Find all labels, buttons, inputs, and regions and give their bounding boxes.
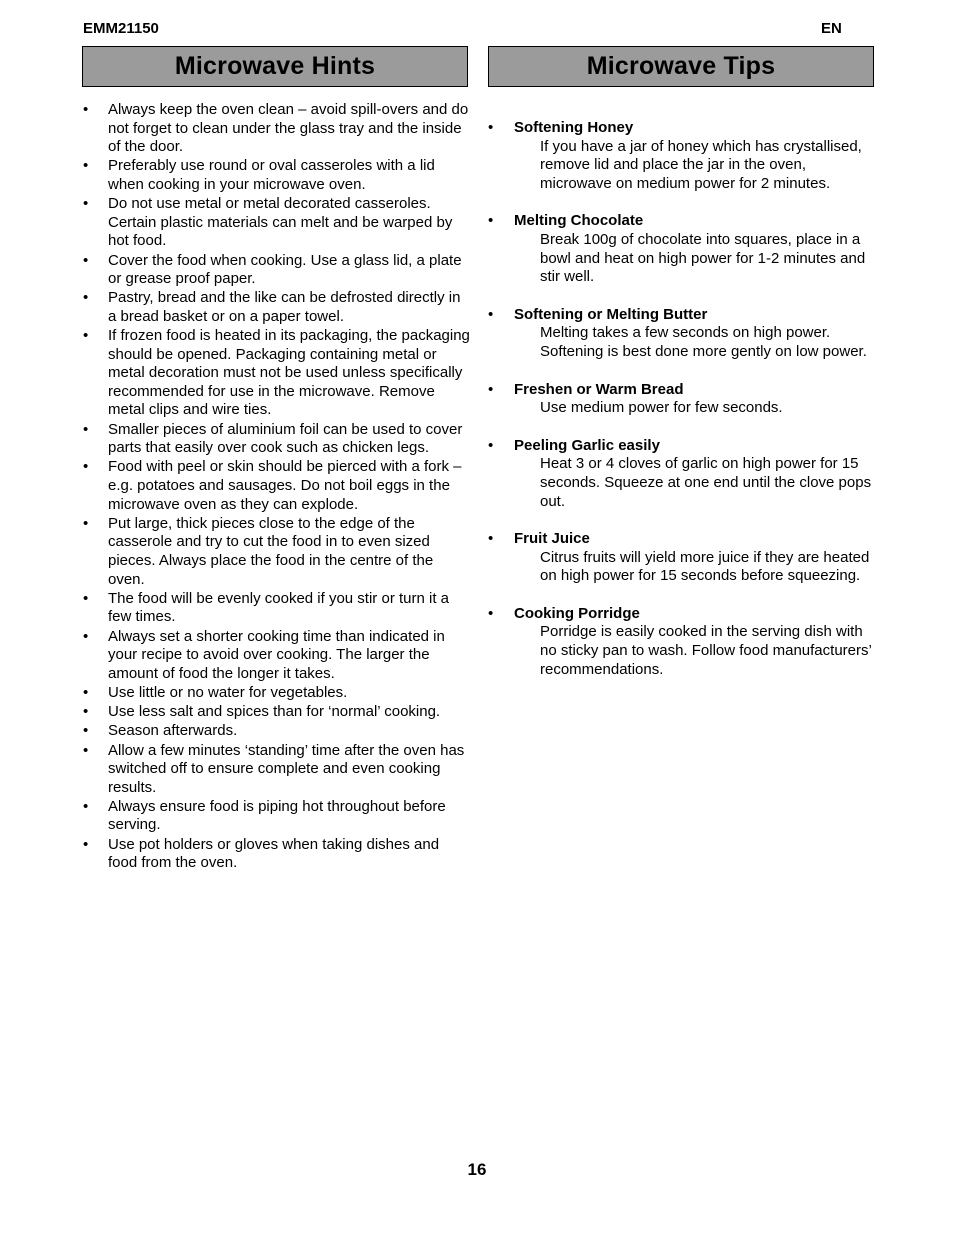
hint-item xyxy=(83,195,471,251)
tip-body: Citrus fruits will yield more juice if they are heated on high power for 15 seconds before squeezing. xyxy=(540,548,870,585)
tip-body: Use medium power for few seconds. xyxy=(540,399,783,417)
hint-text: Cover the food when cooking. Use a glass lid, a plate or grease proof paper. xyxy=(108,251,462,288)
tip-body: Melting takes a few seconds on high power. Softening is best done more gently on low power. xyxy=(540,324,867,360)
bullet-icon: • xyxy=(83,835,89,853)
bullet-icon: • xyxy=(488,119,494,136)
bullet-icon: • xyxy=(488,380,494,398)
hint-text: Use pot holders or gloves when taking dishes and food from the oven. xyxy=(108,835,440,872)
bullet-icon: • xyxy=(488,436,494,454)
hints-section-title: Microwave Hints xyxy=(174,52,376,80)
hint-item xyxy=(83,722,471,741)
hint-item xyxy=(83,101,471,157)
language-code: EN xyxy=(821,20,842,37)
hint-item xyxy=(83,684,471,703)
bullet-icon: • xyxy=(83,420,89,438)
hint-text: Put large, thick pieces close to the edge of the casserole and try to cut the food in to even sized pieces. Always place the food in the centre of the oven. xyxy=(108,514,434,588)
hint-item xyxy=(83,703,471,722)
hint-item xyxy=(83,836,471,873)
hint-item xyxy=(83,327,471,420)
bullet-icon: • xyxy=(83,195,89,213)
bullet-icon: • xyxy=(83,703,89,721)
hint-item xyxy=(83,628,471,684)
tips-section-title: Microwave Tips xyxy=(586,52,776,80)
tip-item xyxy=(488,212,878,286)
tip-body: Break 100g of chocolate into squares, place in a bowl and heat on high power for 1-2 minutes and stir well. xyxy=(540,230,866,286)
hint-text: Use less salt and spices than for ‘normal’ cooking. xyxy=(108,703,441,721)
bullet-icon: • xyxy=(83,101,89,118)
hint-text: Always ensure food is piping hot throughout before serving. xyxy=(108,797,446,834)
hints-section-header xyxy=(82,46,468,87)
tip-title: Softening Honey xyxy=(514,119,634,136)
hint-text: If frozen food is heated in its packaging, the packaging should be opened. Packaging containing metal or metal decoration must not be used unless specifically recommended for use in the microwave. Remove metal clips and wire ties. xyxy=(108,327,470,419)
hint-text: Allow a few minutes ‘standing’ time after the oven has switched off to ensure complete and even cooking results. xyxy=(108,741,465,796)
hint-text: Season afterwards. xyxy=(108,722,238,740)
bullet-icon: • xyxy=(83,251,89,269)
hint-item xyxy=(83,590,471,627)
bullet-icon: • xyxy=(83,722,89,740)
hint-item xyxy=(83,458,471,514)
hint-text: The food will be evenly cooked if you stir or turn it a few times. xyxy=(108,589,450,626)
bullet-icon: • xyxy=(488,604,494,622)
bullet-icon: • xyxy=(83,741,89,759)
bullet-icon: • xyxy=(83,683,89,701)
hint-item xyxy=(83,421,471,458)
hint-text: Preferably use round or oval casseroles with a lid when cooking in your microwave oven. xyxy=(108,157,435,193)
tip-title: Cooking Porridge xyxy=(514,604,640,622)
model-number: EMM21150 xyxy=(83,20,159,37)
page-number: 16 xyxy=(467,1160,487,1179)
bullet-icon: • xyxy=(83,327,89,345)
tip-title: Fruit Juice xyxy=(514,530,590,548)
bullet-icon: • xyxy=(488,305,494,323)
tips-section-header xyxy=(488,46,874,87)
tip-title: Freshen or Warm Bread xyxy=(514,380,684,398)
hint-text: Do not use metal or metal decorated casseroles. Certain plastic materials can melt and be warped by hot food. xyxy=(108,195,453,250)
tip-body: Heat 3 or 4 cloves of garlic on high power for 15 seconds. Squeeze at one end until the clove pops out. xyxy=(540,455,872,510)
hints-list xyxy=(83,101,471,873)
tip-title: Peeling Garlic easily xyxy=(514,436,660,454)
bullet-icon: • xyxy=(488,212,494,230)
tip-title: Softening or Melting Butter xyxy=(514,305,708,323)
tip-title: Melting Chocolate xyxy=(514,212,644,230)
bullet-icon: • xyxy=(83,514,89,532)
hint-text: Food with peel or skin should be pierced with a fork – e.g. potatoes and sausages. Do not boil eggs in the microwave oven as they can explode. xyxy=(108,458,462,513)
tips-list xyxy=(488,119,878,698)
bullet-icon: • xyxy=(83,589,89,607)
tip-item xyxy=(488,381,878,418)
hint-text: Smaller pieces of aluminium foil can be used to cover parts that easily over cook such as chicken legs. xyxy=(108,420,463,457)
hint-item xyxy=(83,798,471,835)
hint-text: Pastry, bread and the like can be defrosted directly in a bread basket or on a paper towel. xyxy=(108,289,461,325)
bullet-icon: • xyxy=(488,530,494,548)
bullet-icon: • xyxy=(83,157,89,175)
tip-item xyxy=(488,530,878,586)
bullet-icon: • xyxy=(83,797,89,815)
hint-item xyxy=(83,157,471,194)
hint-item xyxy=(83,742,471,798)
tip-item xyxy=(488,306,878,362)
hint-text: Use little or no water for vegetables. xyxy=(108,683,348,701)
tip-item xyxy=(488,119,878,193)
bullet-icon: • xyxy=(83,289,89,307)
bullet-icon: • xyxy=(83,458,89,476)
bullet-icon: • xyxy=(83,627,89,645)
tip-item xyxy=(488,605,878,679)
tip-item xyxy=(488,437,878,511)
tip-body: If you have a jar of honey which has crystallised, remove lid and place the jar in the oven, microwave on medium power for 2 minutes. xyxy=(540,137,862,192)
hint-item xyxy=(83,252,471,289)
tip-body: Porridge is easily cooked in the serving dish with no sticky pan to wash. Follow food manufacturers’ recommendations. xyxy=(540,623,872,678)
hint-item xyxy=(83,515,471,589)
hint-text: Always set a shorter cooking time than indicated in your recipe to avoid over cooking. The larger the amount of food the longer it takes. xyxy=(108,627,445,682)
hint-item xyxy=(83,289,471,326)
hint-text: Always keep the oven clean – avoid spill-overs and do not forget to clean under the glass tray and the inside of the door. xyxy=(108,101,469,156)
